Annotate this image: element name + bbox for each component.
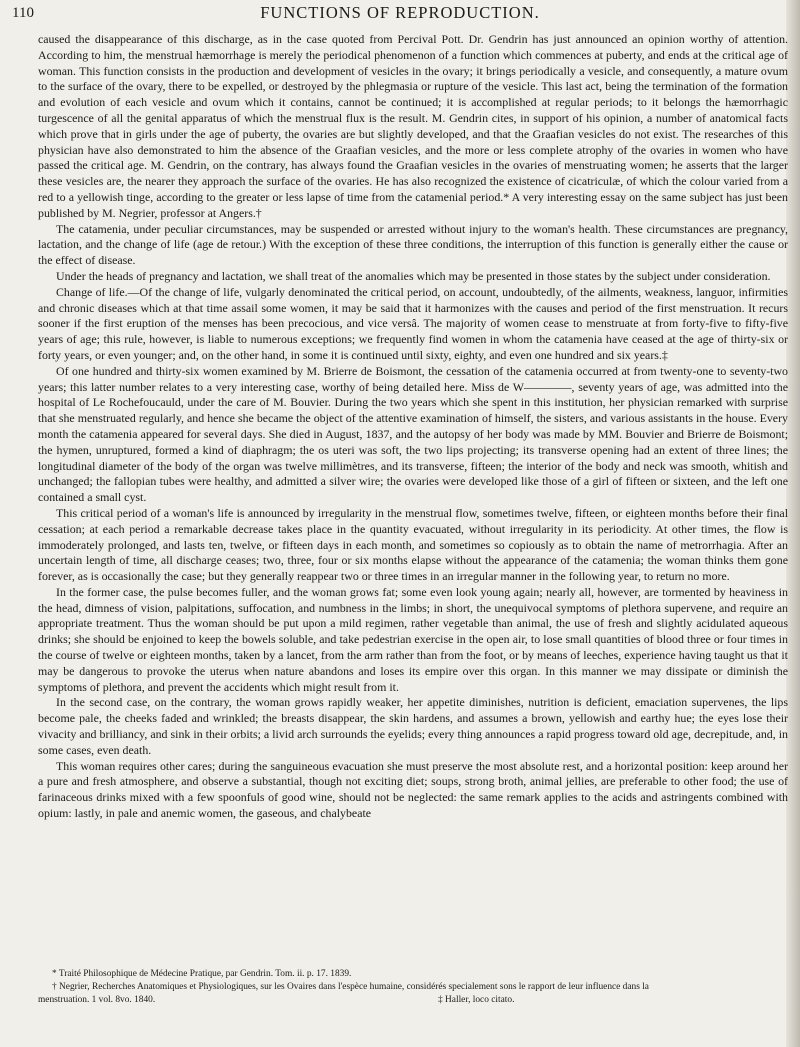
- footnote-dagger-continued: menstruation. 1 vol. 8vo. 1840.: [38, 995, 156, 1005]
- paragraph: This critical period of a woman's life is announced by irregularity in the menstrual flow, sometimes twelve, fifteen, or eighteen months before their final cessation; at each period a remarkable decrease takes place in the quantity evacuated, without irregularity in its periodicity. At other times, the flow is immoderately prolonged, and lasts ten, twelve, or fifteen days in each month, and sometimes so copiously as to obtain the name of metrorrhagia. After an uncertain length of time, all discharge ceases; two, three, four or six months elapse without the appearance of the catamenia; the woman thinks them gone forever, as is occasionally the case; but they generally reappear two or three times in an irregular manner in the following year, to return no more.: [38, 505, 788, 584]
- footnote-row: [38, 994, 788, 1007]
- body-text: [38, 32, 788, 822]
- paragraph: The catamenia, under peculiar circumstances, may be suspended or arrested without injury to the woman's health. These circumstances are pregnancy, lactation, and the change of life (age de retour.) With the exception of these three conditions, the interruption of this function is generally either the cause or the effect of disease.: [38, 221, 788, 268]
- paragraph: In the second case, on the contrary, the woman grows rapidly weaker, her appetite diminishes, nutrition is deficient, emaciation supervenes, the lips become pale, the cheeks faded and wrinkled; the breasts disappear, the skin hardens, and assumes a brown, yellowish and earthy hue; the eyes lose their vivacity and brilliancy, and sink in their orbits; a livid arch surrounds the eyelids; every thing announces a rapid progress toward old age, decrepitude, and, in some cases, even death.: [38, 695, 788, 757]
- paragraph: This woman requires other cares; during the sanguineous evacuation she must preserve the most absolute rest, and a horizontal position: keep around her a pure and fresh atmosphere, and observe a substantial, though not exciting diet; soups, strong broth, animal jellies, are preferable to other food; the use of farinaceous drinks mixed with a few spoonfuls of good wine, should not be neglected: the same remark applies to the acids and astringents combined with opium: lastly, in pale and anemic women, the gaseous, and chalybeate: [38, 758, 788, 821]
- footnote-star: * Traité Philosophique de Médecine Pratique, par Gendrin. Tom. ii. p. 17. 1839.: [52, 969, 352, 979]
- paragraph: Under the heads of pregnancy and lactation, we shall treat of the anomalies which may be presented in those states by the subject under consideration.: [56, 268, 771, 283]
- paragraph: Of one hundred and thirty-six women examined by M. Brierre de Boismont, the cessation of the catamenia occurred at from twenty-one to seventy-two years; this latter number relates to a very interesting case, worthy of being detailed here. Miss de W————, seventy years of age, was admitted into the hospital of Le Rochefoucauld, under the care of M. Bouvier. During the two years which she spent in this institution, her physician remarked with surprise that she menstruated regularly, and hence she became the object of the attentive examination of himself, the sisters, and various assistants in the house. Every month the catamenia appeared for several days. She died in August, 1837, and the autopsy of her body was made by MM. Bouvier and Brierre de Boismont; the hymen, unruptured, formed a kind of diaphragm; the os uteri was soft, the two lips projecting; its transverse opening had an extent of three lines; the longitudinal diameter of the body of the organ was twelve millimètres, and its transverse, fifteen; the interior of the body and neck was smooth, whitish and unchanged; the fallopian tubes were healthy, and admitted a silver wire; the ovaries were developed like those of a girl of fifteen or sixteen, and the left one contained a small cyst.: [38, 363, 788, 505]
- footnotes: [38, 968, 788, 1007]
- footnote-double-dagger: ‡ Haller, loco citato.: [438, 995, 515, 1005]
- paragraph: caused the disappearance of this discharge, as in the case quoted from Percival Pott. Dr. Gendrin has just announced an opinion worthy of attention. According to him, the menstrual hæmorrhage is merely the periodical phenomenon of a function which commences at puberty, and ends at the critical age of woman. This function consists in the production and development of vesicles in the ovary; it brings periodically a vesicle, and consequently, a mature ovum to the surface of the ovary, there to be expelled, or destroyed by the phlegmasia or rupture of the vesicle. This last act, being the termination of the formation and evolution of each vesicle and ovum which it contains, cannot be continued; it is accomplished at regular periods; to it belongs the hæmorrhagic turgescence of all the genital apparatus of which the menstrual flux is the result. M. Gendrin cites, in support of his opinion, a number of anatomical facts which prove that in girls under the age of puberty, the ovaries are but slightly developed, and that the Graafian vesicles do not exist. The researches of this physician have also demonstrated to him the absence of the Graafian vesicles, and the more or less complete atrophy of the ovaries in women who have passed the critical age. M. Gendrin, on the contrary, has always found the Graafian vesicles in the ovaries of menstruating women; he asserts that the larger these vesicles are, the nearer they approach the surface of the ovaries. He has also recognized the existence of cicatriculæ, of which the colour varied from a red to a yellowish tinge, according to the greater or less lapse of time from the catamenial period.* A very interesting essay on the same subject has just been published by M. Negrier, professor at Angers.†: [38, 32, 788, 220]
- running-head: FUNCTIONS OF REPRODUCTION.: [260, 3, 540, 22]
- page-number: 110: [12, 5, 34, 21]
- page-header: [0, 0, 800, 36]
- paragraph: Change of life.—Of the change of life, vulgarly denominated the critical period, on account, undoubtedly, of the ailments, weakness, languor, infirmities and chronic diseases which at that time assail some women, it may be said that it harmonizes with the causes and period of the first menstruation. It recurs sooner if the first eruption of the menses has been precocious, and vice versâ. The majority of women cease to menstruate at from forty-five to fifty-five years of age; this rule, however, is liable to numerous exceptions; we frequently find women in whom the catamenia have ceased at the age of thirty-six or forty years, or even younger; and, on the other hand, in some it is continued until sixty, eighty, and even one hundred and six years.‡: [38, 284, 788, 362]
- footnote-dagger: † Negrier, Recherches Anatomiques et Physiologiques, sur les Ovaires dans l'espèce humaine, considérés specialement sons le rapport de leur influence dans la: [52, 982, 649, 992]
- paragraph: In the former case, the pulse becomes fuller, and the woman grows fat; some even look young again; nearly all, however, are tormented by heaviness in the head, dimness of vision, palpitations, suffocation, and numbness in the limbs; in short, the unequivocal symptoms of plethora supervene, and require an appropriate treatment. Thus the woman should be put upon a mild regimen, rather vegetable than animal, the use of fresh and slightly acidulated aqueous drinks; she should be enjoined to keep the bowels soluble, and take pedestrian exercise in the open air, to lose small quantities of blood three or four times in the course of twelve or eighteen months, taken by a lancet, from the arm rather than from the foot, or by means of leeches, experience having taught us that it may be dangerous to provoke the uterus when nature abandons and loses its empire over this organ. In this manner we may dissipate or diminish the symptoms of plethora, and prevent the accidents which might result from it.: [38, 584, 788, 694]
- page-edge-shadow: [786, 0, 800, 1047]
